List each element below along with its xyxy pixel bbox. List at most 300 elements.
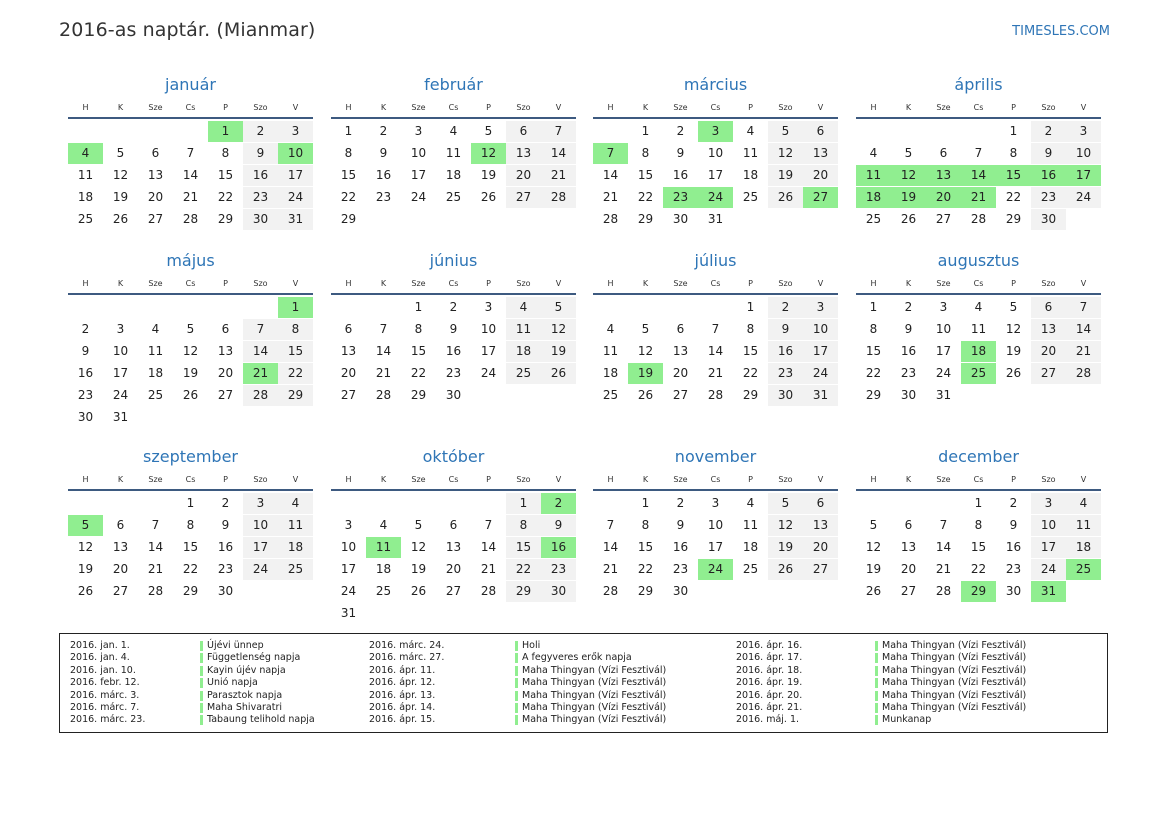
legend-date: 2016. ápr. 18. [736, 664, 803, 676]
calendar-day: 20 [803, 537, 838, 558]
calendar-day: 9 [449, 322, 458, 336]
calendar-day: 28 [375, 388, 392, 402]
calendar-day: 6 [344, 322, 353, 336]
calendar-day: 27 [1031, 363, 1066, 384]
calendar-day: 14 [935, 540, 952, 554]
calendar-day: 6 [939, 146, 948, 160]
calendar-day: 8 [278, 319, 313, 340]
calendar-day: 31 [112, 410, 129, 424]
calendar-day: 16 [672, 540, 689, 554]
holiday-day: 14 [961, 165, 996, 186]
holiday-day: 20 [926, 187, 961, 208]
calendar-day: 10 [1031, 515, 1066, 536]
month-name: április [954, 75, 1003, 94]
weekday-header: P [223, 475, 228, 484]
calendar-day: 25 [77, 212, 94, 226]
calendar-day: 31 [340, 606, 357, 620]
weekday-header: Cs [710, 103, 721, 112]
calendar-day: 9 [379, 146, 388, 160]
holiday-day: 24 [698, 559, 733, 580]
legend-holiday-name: Unió napja [207, 677, 258, 689]
calendar-day: 22 [217, 190, 234, 204]
calendar-day: 17 [243, 537, 278, 558]
calendar-day: 5 [768, 493, 803, 514]
weekday-header: V [555, 103, 562, 112]
calendar-day: 3 [116, 322, 125, 336]
calendar-day: 10 [1066, 143, 1101, 164]
site-link[interactable]: TIMESLES.COM [1012, 24, 1110, 39]
holiday-day: 4 [68, 143, 103, 164]
calendar-day: 9 [768, 319, 803, 340]
calendar-day: 5 [414, 518, 423, 532]
weekday-header: Cs [448, 103, 459, 112]
calendar-day: 2 [243, 121, 278, 142]
legend-marker [200, 666, 203, 676]
weekday-header: K [380, 103, 387, 112]
legend-holiday-name: Maha Thingyan (Vízi Fesztivál) [522, 702, 667, 713]
calendar-day: 30 [77, 410, 94, 424]
legend-marker [200, 703, 203, 713]
calendar-day: 15 [637, 540, 654, 554]
page-title: 2016-as naptár. (Mianmar) [59, 19, 316, 41]
calendar-day: 4 [506, 297, 541, 318]
calendar-day: 6 [904, 518, 913, 532]
holiday-day: 31 [1031, 581, 1066, 602]
calendar-day: 27 [112, 584, 129, 598]
legend-date: 2016. márc. 27. [369, 652, 445, 664]
calendar-day: 2 [449, 300, 458, 314]
calendar-day: 24 [112, 388, 129, 402]
calendar-day: 6 [803, 121, 838, 142]
calendar-day: 19 [865, 562, 882, 576]
calendar-day: 2 [379, 124, 388, 138]
calendar-day: 28 [707, 388, 724, 402]
calendar-day: 14 [1066, 319, 1101, 340]
calendar-day: 16 [243, 165, 278, 186]
holiday-legend [59, 633, 1108, 733]
legend-holiday-name: Maha Thingyan (Vízi Fesztivál) [882, 652, 1027, 664]
holiday-day: 5 [68, 515, 103, 536]
legend-holiday-name: A fegyveres erők napja [522, 652, 632, 664]
calendar-day: 19 [77, 562, 94, 576]
legend-date: 2016. ápr. 13. [369, 689, 436, 701]
calendar-day: 10 [707, 518, 724, 532]
calendar-day: 22 [340, 190, 357, 204]
month-name: január [165, 75, 216, 94]
calendar-day: 24 [243, 559, 278, 580]
weekday-header: V [1080, 279, 1087, 288]
legend-marker [200, 653, 203, 663]
calendar-day: 19 [410, 562, 427, 576]
month-name: október [422, 447, 485, 466]
calendar-day: 20 [506, 165, 541, 186]
weekday-header: Cs [973, 103, 984, 112]
calendar-day: 5 [116, 146, 125, 160]
calendar-day: 27 [506, 187, 541, 208]
calendar-day: 3 [484, 300, 493, 314]
calendar-day: 15 [637, 168, 654, 182]
calendar-day: 8 [641, 518, 650, 532]
month-divider [593, 489, 838, 491]
calendar-day: 30 [900, 388, 917, 402]
calendar-day: 11 [147, 344, 164, 358]
calendar-day: 3 [1066, 121, 1101, 142]
weekday-header: K [905, 279, 912, 288]
legend-holiday-name: Maha Thingyan (Vízi Fesztivál) [522, 677, 667, 689]
weekday-header: Cs [185, 279, 196, 288]
calendar-day: 10 [803, 319, 838, 340]
calendar-day: 1 [1009, 124, 1018, 138]
calendar-day: 23 [243, 187, 278, 208]
weekday-header: Szo [1041, 279, 1056, 288]
calendar-day: 17 [278, 165, 313, 186]
calendar-day: 17 [1031, 537, 1066, 558]
legend-marker [875, 703, 878, 713]
calendar-day: 9 [1031, 143, 1066, 164]
calendar-day: 8 [414, 322, 423, 336]
calendar-day: 9 [904, 322, 913, 336]
calendar-day: 11 [77, 168, 94, 182]
legend-marker [200, 678, 203, 688]
calendar-day: 13 [1031, 319, 1066, 340]
weekday-header: H [607, 475, 614, 484]
calendar-day: 15 [182, 540, 199, 554]
calendar-day: 4 [1066, 493, 1101, 514]
calendar-day: 14 [541, 143, 576, 164]
weekday-header: Sze [673, 103, 688, 112]
calendar-day: 6 [449, 518, 458, 532]
calendar-day: 29 [217, 212, 234, 226]
holiday-day: 18 [961, 341, 996, 362]
calendar-day: 26 [637, 388, 654, 402]
month-name: június [429, 251, 478, 270]
legend-holiday-name: Maha Thingyan (Vízi Fesztivál) [882, 640, 1027, 651]
weekday-header: V [817, 103, 824, 112]
calendar-day: 26 [182, 388, 199, 402]
calendar-day: 17 [410, 168, 427, 182]
weekday-header: Szo [778, 279, 793, 288]
calendar-day: 4 [746, 496, 755, 510]
legend-date: 2016. jan. 4. [70, 652, 130, 664]
calendar-day: 27 [935, 212, 952, 226]
calendar-day: 6 [116, 518, 125, 532]
calendar-day: 25 [742, 562, 759, 576]
weekday-header: H [82, 103, 89, 112]
calendar-day: 26 [768, 187, 803, 208]
weekday-header: V [555, 475, 562, 484]
calendar-day: 5 [768, 121, 803, 142]
calendar-day: 23 [445, 366, 462, 380]
calendar-day: 30 [672, 212, 689, 226]
calendar-day: 8 [221, 146, 230, 160]
calendar-day: 8 [506, 515, 541, 536]
calendar-day: 8 [186, 518, 195, 532]
legend-date: 2016. ápr. 16. [736, 640, 803, 651]
calendar-day: 17 [707, 540, 724, 554]
calendar-day: 28 [541, 187, 576, 208]
legend-marker [515, 691, 518, 701]
month-divider [331, 293, 576, 295]
calendar-day: 18 [147, 366, 164, 380]
calendar-day: 15 [742, 344, 759, 358]
calendar-day: 21 [541, 165, 576, 186]
calendar-day: 2 [1009, 496, 1018, 510]
calendar-day: 29 [637, 212, 654, 226]
calendar-day: 15 [865, 344, 882, 358]
calendar-day: 2 [904, 300, 913, 314]
weekday-header: Cs [710, 475, 721, 484]
weekday-header: Szo [778, 475, 793, 484]
calendar-day: 20 [900, 562, 917, 576]
calendar-day: 1 [186, 496, 195, 510]
calendar-day: 26 [77, 584, 94, 598]
calendar-day: 1 [506, 493, 541, 514]
calendar-day: 28 [935, 584, 952, 598]
holiday-day: 21 [961, 187, 996, 208]
weekday-header: K [117, 475, 124, 484]
calendar-day: 7 [541, 121, 576, 142]
calendar-day: 1 [641, 496, 650, 510]
legend-holiday-name: Tabaung telihold napja [207, 714, 315, 726]
weekday-header: H [345, 475, 352, 484]
weekday-header: P [223, 279, 228, 288]
weekday-header: H [345, 103, 352, 112]
month-name: augusztus [937, 251, 1020, 270]
holiday-day: 3 [698, 121, 733, 142]
weekday-header: Sze [411, 475, 426, 484]
calendar-day: 29 [1005, 212, 1022, 226]
calendar-day: 12 [410, 540, 427, 554]
calendar-day: 11 [970, 322, 987, 336]
legend-marker [515, 678, 518, 688]
holiday-day: 19 [891, 187, 926, 208]
calendar-day: 27 [900, 584, 917, 598]
calendar-day: 8 [974, 518, 983, 532]
calendar-day: 12 [541, 319, 576, 340]
calendar-day: 1 [641, 124, 650, 138]
legend-date: 2016. ápr. 14. [369, 702, 436, 713]
calendar-day: 30 [445, 388, 462, 402]
calendar-day: 14 [602, 540, 619, 554]
calendar-day: 4 [746, 124, 755, 138]
legend-date: 2016. ápr. 19. [736, 677, 803, 689]
calendar-day: 24 [480, 366, 497, 380]
calendar-day: 20 [803, 165, 838, 186]
calendar-day: 5 [541, 297, 576, 318]
legend-marker [875, 715, 878, 725]
calendar-day: 12 [1005, 322, 1022, 336]
weekday-header: P [748, 279, 753, 288]
weekday-header: V [555, 279, 562, 288]
calendar-day: 7 [1066, 297, 1101, 318]
calendar-day: 25 [602, 388, 619, 402]
weekday-header: P [223, 103, 228, 112]
calendar-day: 22 [637, 190, 654, 204]
calendar-day: 3 [939, 300, 948, 314]
calendar-day: 22 [506, 559, 541, 580]
calendar-day: 18 [742, 168, 759, 182]
legend-holiday-name: Maha Thingyan (Vízi Fesztivál) [882, 677, 1027, 689]
legend-date: 2016. ápr. 20. [736, 689, 803, 701]
calendar-day: 18 [375, 562, 392, 576]
calendar-day: 14 [182, 168, 199, 182]
calendar-day: 4 [606, 322, 615, 336]
calendar-day: 23 [900, 366, 917, 380]
legend-date: 2016. febr. 12. [70, 677, 140, 689]
month-divider [593, 117, 838, 119]
weekday-header: K [642, 103, 649, 112]
calendar-day: 7 [151, 518, 160, 532]
holiday-day: 27 [803, 187, 838, 208]
calendar-day: 22 [1005, 190, 1022, 204]
weekday-header: Szo [1041, 475, 1056, 484]
calendar-day: 1 [746, 300, 755, 314]
calendar-day: 6 [151, 146, 160, 160]
month-name: július [694, 251, 737, 270]
calendar-day: 16 [375, 168, 392, 182]
holiday-day: 1 [278, 297, 313, 318]
weekday-header: V [1080, 103, 1087, 112]
calendar-day: 13 [803, 143, 838, 164]
calendar-day: 5 [641, 322, 650, 336]
calendar-day: 19 [768, 165, 803, 186]
calendar-day: 13 [506, 143, 541, 164]
calendar-day: 30 [672, 584, 689, 598]
calendar-day: 15 [506, 537, 541, 558]
weekday-header: P [486, 475, 491, 484]
weekday-header: Szo [253, 475, 268, 484]
calendar-day: 22 [410, 366, 427, 380]
legend-holiday-name: Holi [522, 640, 541, 651]
calendar-day: 3 [344, 518, 353, 532]
holiday-day: 19 [628, 363, 663, 384]
holiday-day: 1 [208, 121, 243, 142]
calendar-day: 7 [939, 518, 948, 532]
calendar-day: 4 [151, 322, 160, 336]
calendar-day: 13 [112, 540, 129, 554]
calendar-day: 11 [742, 146, 759, 160]
calendar-day: 28 [602, 584, 619, 598]
calendar-day: 25 [506, 363, 541, 384]
holiday-day: 23 [663, 187, 698, 208]
calendar-day: 23 [375, 190, 392, 204]
calendar-day: 9 [243, 143, 278, 164]
legend-marker [515, 715, 518, 725]
calendar-day: 4 [869, 146, 878, 160]
calendar-day: 29 [278, 385, 313, 406]
calendar-day: 17 [707, 168, 724, 182]
legend-marker [875, 641, 878, 651]
calendar-day: 26 [1005, 366, 1022, 380]
holiday-day: 12 [891, 165, 926, 186]
calendar-day: 5 [186, 322, 195, 336]
calendar-day: 11 [1066, 515, 1101, 536]
calendar-day: 20 [340, 366, 357, 380]
calendar-day: 13 [340, 344, 357, 358]
weekday-header: Sze [936, 279, 951, 288]
month-name: december [938, 447, 1019, 466]
calendar-day: 27 [340, 388, 357, 402]
weekday-header: K [905, 475, 912, 484]
month-divider [331, 489, 576, 491]
month-name: szeptember [142, 447, 238, 466]
legend-date: 2016. márc. 3. [70, 689, 140, 701]
calendar-day: 18 [506, 341, 541, 362]
calendar-day: 9 [81, 344, 90, 358]
legend-date: 2016. márc. 23. [70, 714, 146, 726]
weekday-header: K [117, 279, 124, 288]
weekday-header: Sze [673, 279, 688, 288]
calendar-day: 2 [81, 322, 90, 336]
month-name: november [674, 447, 757, 466]
calendar-day: 22 [970, 562, 987, 576]
calendar-day: 27 [217, 388, 234, 402]
legend-marker [515, 653, 518, 663]
calendar-day: 12 [768, 143, 803, 164]
calendar-day: 16 [900, 344, 917, 358]
month-divider [856, 117, 1101, 119]
calendar-day: 29 [340, 212, 357, 226]
calendar-day: 6 [676, 322, 685, 336]
calendar-day: 21 [602, 562, 619, 576]
calendar-day: 11 [602, 344, 619, 358]
calendar-day: 2 [221, 496, 230, 510]
calendar-day: 5 [484, 124, 493, 138]
weekday-header: P [1011, 475, 1016, 484]
calendar-day: 23 [1005, 562, 1022, 576]
calendar-day: 16 [768, 341, 803, 362]
weekday-header: Sze [673, 475, 688, 484]
calendar-day: 29 [410, 388, 427, 402]
calendar-day: 24 [278, 187, 313, 208]
weekday-header: V [817, 279, 824, 288]
weekday-header: V [292, 279, 299, 288]
calendar-day: 11 [506, 319, 541, 340]
calendar-day: 20 [672, 366, 689, 380]
weekday-header: H [82, 279, 89, 288]
calendar-day: 6 [506, 121, 541, 142]
calendar-day: 24 [410, 190, 427, 204]
legend-marker [875, 678, 878, 688]
calendar-day: 17 [480, 344, 497, 358]
weekday-header: Sze [411, 279, 426, 288]
calendar-day: 16 [445, 344, 462, 358]
calendar-day: 8 [344, 146, 353, 160]
holiday-day: 25 [1066, 559, 1101, 580]
weekday-header: Sze [148, 279, 163, 288]
calendar-day: 4 [379, 518, 388, 532]
calendar-day: 3 [803, 297, 838, 318]
calendar-day: 14 [602, 168, 619, 182]
holiday-day: 7 [593, 143, 628, 164]
weekday-header: Cs [973, 279, 984, 288]
weekday-header: Sze [936, 475, 951, 484]
calendar-day: 29 [742, 388, 759, 402]
month-divider [856, 293, 1101, 295]
calendar-day: 4 [278, 493, 313, 514]
calendar-day: 30 [768, 385, 803, 406]
calendar-day: 22 [742, 366, 759, 380]
legend-marker [200, 691, 203, 701]
weekday-header: Szo [516, 475, 531, 484]
holiday-day: 2 [541, 493, 576, 514]
calendar-day: 27 [672, 388, 689, 402]
calendar-day: 18 [1066, 537, 1101, 558]
calendar-day: 2 [676, 124, 685, 138]
calendar-day: 2 [1031, 121, 1066, 142]
weekday-header: Cs [448, 279, 459, 288]
legend-holiday-name: Újévi ünnep [207, 640, 264, 651]
